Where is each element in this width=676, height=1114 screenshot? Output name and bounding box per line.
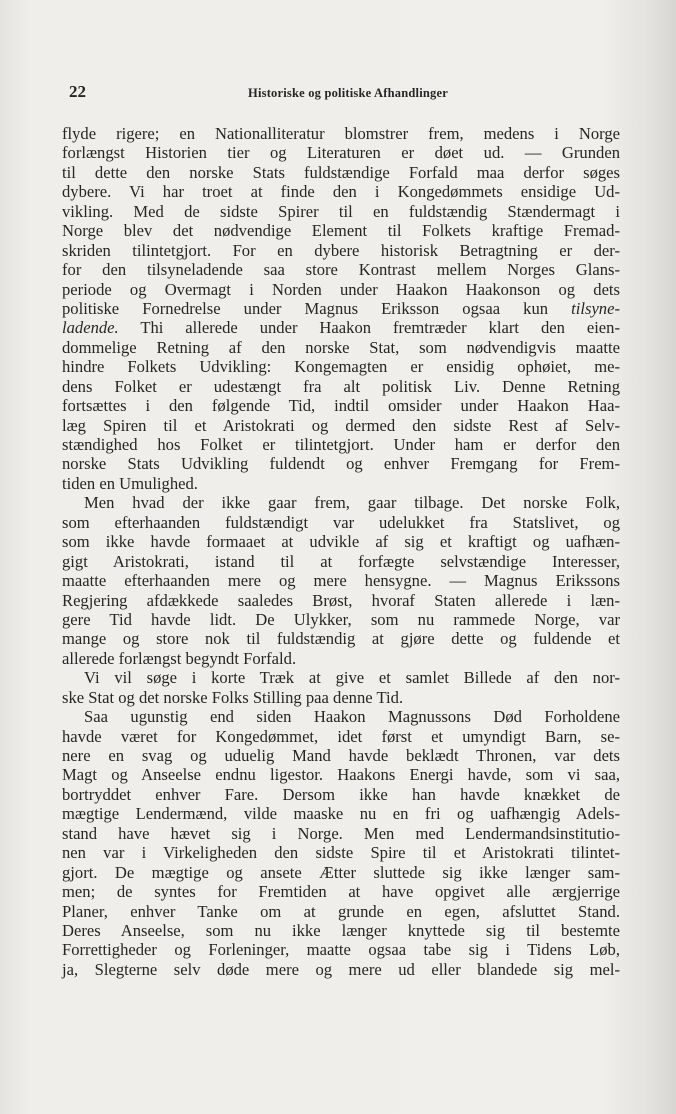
text-segment: Deres Anseelse, som nu ikke længer knyttede sig til bestemte: [62, 920, 620, 940]
page-number: 22: [69, 82, 86, 101]
paragraph: [62, 707, 620, 979]
text-line: [62, 513, 620, 532]
text-segment: allerede forlængst begyndt Forfald.: [62, 648, 297, 668]
text-line: [62, 357, 620, 376]
text-line: [62, 435, 620, 454]
paragraph: [62, 493, 620, 668]
text-line: [62, 260, 620, 279]
text-line: [62, 804, 620, 823]
text-segment: som ikke havde formaaet at udvikle af sig et kraftigt og uafhæn-: [62, 532, 620, 552]
text-segment: forlængst Historien tier og Literaturen er døet ud. — Grunden: [62, 143, 620, 163]
text-segment: mægtige Lendermænd, vilde maaske nu en fri og uafhængig Adels-: [62, 804, 620, 824]
text-line: [62, 668, 620, 687]
text-segment: Planer, enhver Tanke om at grunde en egen, afsluttet Stand.: [62, 901, 620, 921]
text-line: [62, 143, 620, 162]
text-line: [62, 280, 620, 299]
text-line: [62, 552, 620, 571]
text-line: [62, 124, 620, 143]
text-line: [62, 824, 620, 843]
text-line: [62, 221, 620, 240]
text-segment: fortsættes i den følgende Tid, indtil omsider under Haakon Haa-: [62, 396, 620, 416]
text-segment: dybere. Vi har troet at finde den i Kongedømmets ensidige Ud-: [62, 182, 620, 202]
text-segment: men; de syntes for Fremtiden at have opgivet alle ærgjerrige: [62, 882, 620, 902]
text-segment: skriden tilintetgjort. For en dybere historisk Betragtning er der-: [62, 240, 620, 260]
text-line: [62, 454, 620, 473]
text-line: [62, 571, 620, 590]
text-line: [62, 902, 620, 921]
text-segment: Regjering afdækkede saaledes Brøst, hvoraf Staten allerede i læn-: [62, 590, 620, 610]
text-segment: læg Spiren til et Aristokrati og dermed den sidste Rest af Selv-: [62, 415, 620, 435]
text-segment: bortryddet enhver Fare. Dersom ikke han havde knækket de: [62, 784, 620, 804]
text-segment: ske Stat og det norske Folks Stilling paa denne Tid.: [62, 687, 404, 707]
text-segment: Vi vil søge i korte Træk at give et samlet Billede af den nor-: [84, 668, 620, 688]
text-segment: gjort. De mægtige og ansete Ætter sluttede sig ikke længer sam-: [62, 862, 620, 882]
text-line: [62, 688, 620, 707]
text-line: [62, 882, 620, 901]
running-title: Historiske og politiske Afhandlinger: [248, 86, 448, 100]
text-line: [62, 377, 620, 396]
text-line: [62, 474, 620, 493]
text-line: [62, 863, 620, 882]
text-line: [62, 727, 620, 746]
text-segment: Men hvad der ikke gaar frem, gaar tilbage. Det norske Folk,: [84, 493, 620, 513]
text-segment: norske Stats Udvikling fuldendt og enhver Fremgang for Frem-: [62, 454, 620, 474]
italic-text: ladende.: [62, 318, 119, 338]
text-segment: til dette den norske Stats fuldstændige Forfald maa derfor søges: [62, 162, 620, 182]
text-line: [62, 532, 620, 551]
text-line: [62, 416, 620, 435]
text-line: [62, 785, 620, 804]
text-segment: stand have hævet sig i Norge. Men med Lendermandsinstitutio-: [62, 823, 620, 843]
text-segment: periode og Overmagt i Norden under Haakon Haakonson og dets: [62, 279, 620, 299]
text-segment: Saa ugunstig end siden Haakon Magnussons Død Forholdene: [84, 707, 620, 727]
text-segment: Thi allerede under Haakon fremtræder klart den eien-: [118, 318, 620, 338]
text-line: [62, 921, 620, 940]
text-segment: maatte efterhaanden mere og mere hensygne. — Magnus Erikssons: [62, 571, 620, 591]
italic-text: tilsyne-: [571, 298, 620, 318]
text-segment: ja, Slegterne selv døde mere og mere ud eller blandede sig mel-: [62, 959, 620, 979]
text-line: [62, 610, 620, 629]
text-segment: politiske Fornedrelse under Magnus Eriksson ogsaa kun: [62, 298, 572, 318]
text-segment: tiden en Umulighed.: [62, 473, 198, 493]
text-segment: gere Tid havde lidt. De Ulykker, som nu rammede Norge, var: [62, 609, 620, 629]
text-segment: Forrettigheder og Forleninger, maatte ogsaa tabe sig i Tidens Løb,: [62, 940, 620, 960]
text-segment: hindre Folkets Udvikling: Kongemagten er ensidig ophøiet, me-: [62, 357, 620, 377]
text-segment: havde været for Kongedømmet, idet først et umyndigt Barn, se-: [62, 726, 620, 746]
text-line: [62, 163, 620, 182]
text-segment: dens Folket er udestængt fra alt politisk Liv. Denne Retning: [62, 376, 620, 396]
text-line: [62, 746, 620, 765]
text-line: [62, 338, 620, 357]
paragraph: [62, 124, 620, 493]
text-line: [62, 493, 620, 512]
text-line: [62, 396, 620, 415]
text-segment: stændighed hos Folket er tilintetgjort. Under ham er derfor den: [62, 435, 620, 454]
text-line: [62, 241, 620, 260]
text-line: [62, 182, 620, 201]
text-line: [62, 940, 620, 959]
text-segment: nen var i Virkeligheden den sidste Spire til et Aristokrati tilintet-: [62, 843, 620, 863]
paragraph: [62, 668, 620, 707]
text-segment: for den tilsyneladende saa store Kontrast mellem Norges Glans-: [62, 260, 620, 280]
text-line: [62, 960, 620, 979]
text-segment: dommelige Retning af den norske Stat, som nødvendigvis maatte: [62, 337, 620, 357]
text-line: [62, 649, 620, 668]
text-line: [62, 299, 620, 318]
text-segment: vikling. Med de sidste Spirer til en fuldstændig Stændermagt i: [62, 201, 620, 221]
body-text: [62, 124, 620, 979]
text-line: [62, 591, 620, 610]
text-segment: Norge blev det nødvendige Element til Folkets kraftige Fremad-: [62, 221, 620, 241]
text-segment: flyde rigere; en Nationalliteratur blomstrer frem, medens i Norge: [62, 124, 620, 143]
text-line: [62, 765, 620, 784]
text-segment: som efterhaanden fuldstændigt var udelukket fra Statslivet, og: [62, 512, 620, 532]
text-line: [62, 318, 620, 337]
text-segment: nere en svag og uduelig Mand havde beklædt Thronen, var dets: [62, 746, 620, 765]
text-line: [62, 629, 620, 648]
text-line: [62, 202, 620, 221]
text-segment: Magt og Anseelse endnu ligestor. Haakons Energi havde, som vi saa,: [62, 765, 620, 785]
text-line: [62, 843, 620, 862]
text-segment: gigt Aristokrati, istand til at forfægte selvstændige Interesser,: [62, 551, 620, 571]
text-line: [62, 707, 620, 726]
text-segment: mange og store nok til fuldstændig at gjøre dette og fuldende et: [62, 629, 620, 649]
